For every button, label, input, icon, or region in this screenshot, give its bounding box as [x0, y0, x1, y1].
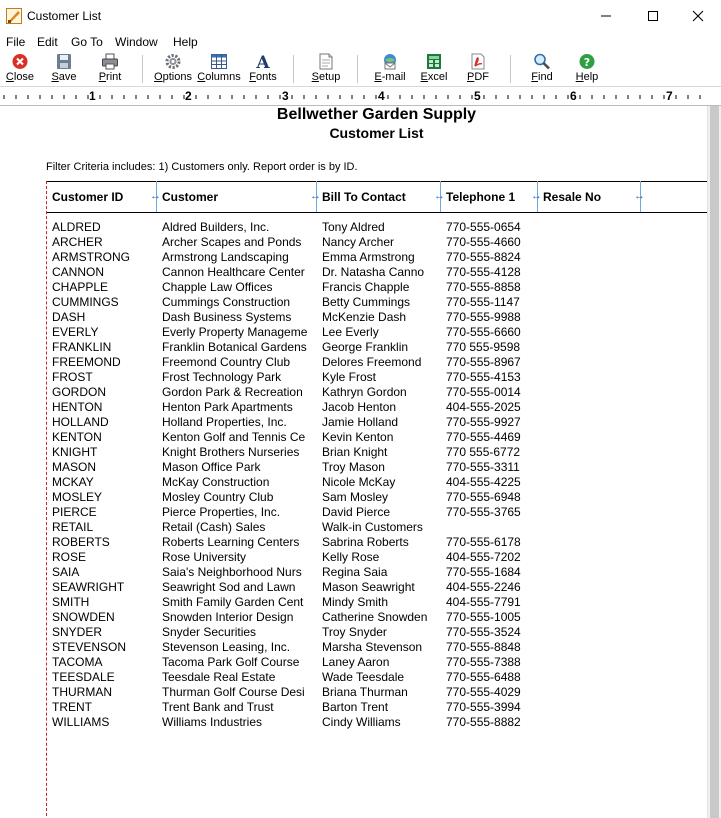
table-row[interactable]: [0, 715, 707, 730]
cell-bill-to-contact: Tony Aldred: [322, 220, 385, 234]
cell-telephone: 770-555-6488: [446, 670, 521, 684]
cell-telephone: 770-555-6660: [446, 325, 521, 339]
find-label: Find: [531, 71, 553, 83]
cell-telephone: 770-555-8824: [446, 250, 521, 264]
cell-customer-id: KNIGHT: [52, 445, 98, 459]
cell-customer-id: EVERLY: [52, 325, 99, 339]
cell-customer-id: TRENT: [52, 700, 92, 714]
cell-customer-id: DASH: [52, 310, 86, 324]
close-button[interactable]: [4, 53, 36, 85]
columns-icon: [210, 53, 228, 70]
help-icon: [578, 53, 596, 70]
cell-telephone: 770-555-3311: [446, 460, 520, 474]
cell-customer: Dash Business Systems: [162, 310, 292, 324]
cell-bill-to-contact: Cindy Williams: [322, 715, 401, 729]
cell-telephone: 770-555-3994: [446, 700, 521, 714]
email-button[interactable]: [372, 53, 408, 85]
header-top-rule: [46, 181, 707, 182]
column-resize-handle[interactable]: ↔: [150, 190, 161, 202]
table-row[interactable]: [0, 475, 707, 490]
cell-telephone: 770-555-6178: [446, 535, 521, 549]
window-title: Customer List: [27, 9, 102, 23]
cell-telephone: 770-555-3524: [446, 625, 521, 639]
print-button[interactable]: [94, 53, 126, 85]
ruler-number: 7: [666, 89, 673, 103]
cell-customer: McKay Construction: [162, 475, 270, 489]
table-row[interactable]: [0, 670, 707, 685]
help-label: Help: [575, 71, 599, 83]
cell-bill-to-contact: Kathryn Gordon: [322, 385, 407, 399]
column-header-customer[interactable]: Customer: [162, 190, 219, 204]
table-row[interactable]: [0, 250, 707, 265]
cell-customer-id: MOSLEY: [52, 490, 103, 504]
cell-telephone: 770-555-8848: [446, 640, 521, 654]
cell-customer-id: THURMAN: [52, 685, 112, 699]
cell-customer-id: CUMMINGS: [52, 295, 119, 309]
table-row[interactable]: [0, 310, 707, 325]
cell-telephone: 770-555-1684: [446, 565, 521, 579]
cell-customer: Franklin Botanical Gardens: [162, 340, 307, 354]
table-row[interactable]: [0, 685, 707, 700]
cell-customer: Frost Technology Park: [162, 370, 282, 384]
cell-customer: Roberts Learning Centers: [162, 535, 300, 549]
save-icon: [55, 53, 73, 70]
cell-bill-to-contact: Walk-in Customers: [322, 520, 423, 534]
cell-customer-id: ROBERTS: [52, 535, 110, 549]
cell-bill-to-contact: David Pierce: [322, 505, 391, 519]
cell-telephone: 770-555-6948: [446, 490, 521, 504]
table-row[interactable]: [0, 325, 707, 340]
cell-customer-id: PIERCE: [52, 505, 97, 519]
table-row[interactable]: [0, 505, 707, 520]
cell-customer: Knight Brothers Nurseries: [162, 445, 300, 459]
cell-customer: Rose University: [162, 550, 247, 564]
cell-customer-id: TEESDALE: [52, 670, 115, 684]
cell-customer: Kenton Golf and Tennis Ce: [162, 430, 306, 444]
table-row[interactable]: [0, 295, 707, 310]
cell-telephone: 770-555-9988: [446, 310, 521, 324]
toolbar-separator: [357, 55, 358, 83]
scrollbar-thumb[interactable]: [710, 106, 719, 818]
menu-help[interactable]: Help: [173, 35, 198, 49]
cell-customer: Retail (Cash) Sales: [162, 520, 266, 534]
cell-bill-to-contact: Francis Chapple: [322, 280, 410, 294]
cell-customer: Gordon Park & Recreation: [162, 385, 303, 399]
pdf-label: PDF: [466, 71, 489, 83]
cell-customer-id: ROSE: [52, 550, 87, 564]
cell-customer-id: FRANKLIN: [52, 340, 112, 354]
email-label: E-mail: [374, 71, 406, 83]
ruler-number: 4: [378, 89, 385, 103]
cell-telephone: 770-555-1147: [446, 295, 520, 309]
svg-text:A: A: [256, 53, 270, 70]
ruler-number: 1: [89, 89, 96, 103]
cell-customer: Stevenson Leasing, Inc.: [162, 640, 291, 654]
cell-telephone: 404-555-4225: [446, 475, 521, 489]
close-window-button[interactable]: [675, 0, 721, 32]
excel-label: Excel: [420, 71, 448, 83]
cell-bill-to-contact: McKenzie Dash: [322, 310, 407, 324]
cell-bill-to-contact: Sabrina Roberts: [322, 535, 409, 549]
cell-telephone: 770-555-3765: [446, 505, 521, 519]
cell-bill-to-contact: Regina Saia: [322, 565, 388, 579]
table-row[interactable]: [0, 430, 707, 445]
cell-customer-id: HENTON: [52, 400, 103, 414]
cell-customer-id: ARMSTRONG: [52, 250, 130, 264]
cell-customer: Henton Park Apartments: [162, 400, 293, 414]
cell-customer: Archer Scapes and Ponds: [162, 235, 302, 249]
cell-bill-to-contact: Nicole McKay: [322, 475, 396, 489]
table-row[interactable]: [0, 445, 707, 460]
cell-customer: Mosley Country Club: [162, 490, 274, 504]
close-label: Close: [5, 71, 35, 83]
cell-customer-id: KENTON: [52, 430, 102, 444]
options-label: Options: [154, 71, 192, 83]
cell-customer: Holland Properties, Inc.: [162, 415, 287, 429]
close-icon: [692, 10, 704, 22]
table-row[interactable]: [0, 415, 707, 430]
table-row[interactable]: [0, 355, 707, 370]
cell-bill-to-contact: Jamie Holland: [322, 415, 399, 429]
cell-telephone: 770-555-8882: [446, 715, 521, 729]
menu-edit[interactable]: Edit: [37, 35, 58, 49]
cell-telephone: 770-555-4660: [446, 235, 521, 249]
column-resize-handle[interactable]: ↔: [310, 190, 321, 202]
cell-customer: Williams Industries: [162, 715, 263, 729]
table-row[interactable]: [0, 265, 707, 280]
cell-bill-to-contact: Kelly Rose: [322, 550, 380, 564]
table-row[interactable]: [0, 550, 707, 565]
cell-customer: Smith Family Garden Cent: [162, 595, 304, 609]
pdf-button[interactable]: [462, 53, 494, 85]
search-icon: [533, 53, 551, 70]
cell-customer: Aldred Builders, Inc.: [162, 220, 270, 234]
cell-bill-to-contact: Marsha Stevenson: [322, 640, 423, 654]
cell-bill-to-contact: Betty Cummings: [322, 295, 411, 309]
cell-telephone: 770-555-4029: [446, 685, 521, 699]
column-resize-handle[interactable]: ↔: [434, 190, 445, 202]
cell-customer: Cummings Construction: [162, 295, 291, 309]
column-resize-handle[interactable]: ↔: [634, 190, 645, 202]
cell-telephone: 770-555-8858: [446, 280, 521, 294]
cell-customer-id: ARCHER: [52, 235, 103, 249]
table-row[interactable]: [0, 595, 707, 610]
cell-telephone: 770-555-0014: [446, 385, 521, 399]
cell-bill-to-contact: George Franklin: [322, 340, 409, 354]
cell-telephone: 770-555-0654: [446, 220, 521, 234]
cell-customer-id: SEAWRIGHT: [52, 580, 125, 594]
cell-telephone: 770-555-1005: [446, 610, 521, 624]
toolbar-separator: [142, 55, 143, 83]
cell-telephone: 770-555-8967: [446, 355, 521, 369]
cell-bill-to-contact: Wade Teesdale: [322, 670, 405, 684]
setup-label: Setup: [311, 71, 341, 83]
table-row[interactable]: [0, 655, 707, 670]
report-preview: [0, 106, 707, 818]
filter-criteria: Filter Criteria includes: 1) Customers only. Report order is by ID.: [46, 161, 358, 173]
cell-customer: Teesdale Real Estate: [162, 670, 276, 684]
cell-customer: Freemond Country Club: [162, 355, 291, 369]
table-row[interactable]: [0, 580, 707, 595]
app-icon: [6, 8, 22, 24]
vertical-scrollbar[interactable]: [707, 106, 721, 818]
ruler-number: 6: [570, 89, 577, 103]
close-report-icon: [11, 53, 29, 70]
table-row[interactable]: [0, 610, 707, 625]
find-button[interactable]: [527, 53, 557, 85]
cell-customer: Snyder Securities: [162, 625, 257, 639]
cell-customer-id: TACOMA: [52, 655, 103, 669]
cell-customer: Everly Property Manageme: [162, 325, 308, 339]
cell-bill-to-contact: Lee Everly: [322, 325, 379, 339]
table-row[interactable]: [0, 400, 707, 415]
maximize-icon: [647, 10, 659, 22]
company-name: Bellwether Garden Supply: [276, 106, 477, 123]
cell-bill-to-contact: Catherine Snowden: [322, 610, 428, 624]
save-button[interactable]: [48, 53, 80, 85]
cell-customer-id: MCKAY: [52, 475, 94, 489]
column-header-bill-to-contact[interactable]: Bill To Contact: [322, 190, 406, 204]
minimize-button[interactable]: [583, 0, 629, 32]
cell-bill-to-contact: Mindy Smith: [322, 595, 389, 609]
table-row[interactable]: [0, 625, 707, 640]
toolbar: [0, 52, 721, 86]
cell-customer-id: FREEMOND: [52, 355, 121, 369]
cell-customer: Armstrong Landscaping: [162, 250, 289, 264]
cell-customer-id: CHAPPLE: [52, 280, 109, 294]
horizontal-ruler: [0, 86, 721, 106]
table-row[interactable]: [0, 565, 707, 580]
menu-window[interactable]: Window: [115, 35, 158, 49]
table-row[interactable]: [0, 520, 707, 535]
options-button[interactable]: [153, 53, 193, 85]
table-row[interactable]: [0, 235, 707, 250]
cell-customer-id: HOLLAND: [52, 415, 109, 429]
cell-customer: Trent Bank and Trust: [162, 700, 274, 714]
cell-customer-id: FROST: [52, 370, 93, 384]
print-label: Print: [98, 71, 122, 83]
cell-bill-to-contact: Troy Mason: [322, 460, 385, 474]
print-icon: [101, 53, 119, 70]
cell-customer-id: CANNON: [52, 265, 105, 279]
pdf-icon: [469, 53, 487, 70]
table-row[interactable]: [0, 460, 707, 475]
page-setup-icon: [317, 53, 335, 70]
table-row[interactable]: [0, 280, 707, 295]
cell-telephone: 404-555-7202: [446, 550, 521, 564]
cell-telephone: 404-555-2025: [446, 400, 521, 414]
column-header-customer-id[interactable]: Customer ID: [52, 190, 124, 204]
fonts-label: Fonts: [249, 71, 277, 83]
fonts-button[interactable]: [246, 53, 280, 85]
table-row[interactable]: [0, 535, 707, 550]
minimize-icon: [600, 10, 612, 22]
columns-button[interactable]: [197, 53, 241, 85]
ruler-ticks: [0, 87, 721, 107]
maximize-button[interactable]: [630, 0, 676, 32]
table-row[interactable]: [0, 700, 707, 715]
cell-bill-to-contact: Delores Freemond: [322, 355, 422, 369]
cell-bill-to-contact: Laney Aaron: [322, 655, 390, 669]
fonts-icon: [254, 53, 272, 70]
table-row[interactable]: [0, 640, 707, 655]
cell-customer-id: SMITH: [52, 595, 90, 609]
cell-customer-id: GORDON: [52, 385, 106, 399]
table-row[interactable]: [0, 490, 707, 505]
cell-customer-id: WILLIAMS: [52, 715, 110, 729]
cell-bill-to-contact: Nancy Archer: [322, 235, 395, 249]
cell-customer: Chapple Law Offices: [162, 280, 273, 294]
cell-telephone: 404-555-7791: [446, 595, 521, 609]
cell-bill-to-contact: Sam Mosley: [322, 490, 389, 504]
save-label: Save: [51, 71, 77, 83]
report-rows: [0, 220, 707, 730]
toolbar-separator: [510, 55, 511, 83]
cell-customer-id: STEVENSON: [52, 640, 127, 654]
toolbar-separator: [293, 55, 294, 83]
ruler-number: 2: [185, 89, 192, 103]
cell-bill-to-contact: Barton Trent: [322, 700, 389, 714]
setup-button[interactable]: [309, 53, 343, 85]
cell-telephone: 770 555-6772: [446, 445, 521, 459]
menu-bar: [0, 32, 721, 52]
table-row[interactable]: [0, 220, 707, 235]
cell-customer-id: ALDRED: [52, 220, 101, 234]
cell-bill-to-contact: Dr. Natasha Canno: [322, 265, 425, 279]
menu-file[interactable]: File: [6, 35, 26, 49]
table-row[interactable]: [0, 370, 707, 385]
cell-customer: Seawright Sod and Lawn: [162, 580, 296, 594]
cell-telephone: 770-555-4128: [446, 265, 521, 279]
cell-telephone: 770-555-7388: [446, 655, 521, 669]
cell-telephone: 770 555-9598: [446, 340, 521, 354]
menu-go-to[interactable]: Go To: [71, 35, 103, 49]
gear-icon: [164, 53, 182, 70]
title-bar: [0, 0, 721, 32]
cell-customer-id: SNOWDEN: [52, 610, 115, 624]
cell-telephone: 770-555-4153: [446, 370, 521, 384]
cell-bill-to-contact: Kyle Frost: [322, 370, 377, 384]
report-title: Customer List: [329, 125, 424, 141]
email-icon: [381, 53, 399, 70]
cell-bill-to-contact: Mason Seawright: [322, 580, 415, 594]
ruler-number: 5: [474, 89, 481, 103]
cell-bill-to-contact: Brian Knight: [322, 445, 388, 459]
cell-customer: Mason Office Park: [162, 460, 261, 474]
columns-label: Columns: [197, 71, 241, 83]
cell-customer: Pierce Properties, Inc.: [162, 505, 281, 519]
column-header-telephone[interactable]: Telephone 1: [446, 190, 516, 204]
svg-text:?: ?: [583, 56, 591, 69]
cell-bill-to-contact: Briana Thurman: [322, 685, 408, 699]
column-header-resale-no[interactable]: Resale No: [543, 190, 602, 204]
cell-bill-to-contact: Emma Armstrong: [322, 250, 415, 264]
cell-telephone: 404-555-2246: [446, 580, 521, 594]
cell-customer: Tacoma Park Golf Course: [162, 655, 300, 669]
help-button[interactable]: [572, 53, 602, 85]
cell-customer-id: SAIA: [52, 565, 80, 579]
cell-bill-to-contact: Kevin Kenton: [322, 430, 394, 444]
excel-button[interactable]: [418, 53, 450, 85]
cell-telephone: 770-555-4469: [446, 430, 521, 444]
column-resize-handle[interactable]: ↔: [531, 190, 542, 202]
ruler-number: 3: [282, 89, 289, 103]
cell-customer-id: MASON: [52, 460, 97, 474]
cell-customer: Cannon Healthcare Center: [162, 265, 305, 279]
table-row[interactable]: [0, 340, 707, 355]
cell-customer-id: RETAIL: [52, 520, 94, 534]
cell-customer: Snowden Interior Design: [162, 610, 294, 624]
cell-telephone: 770-555-9927: [446, 415, 521, 429]
excel-icon: [425, 53, 443, 70]
cell-customer: Saia's Neighborhood Nurs: [162, 565, 302, 579]
cell-bill-to-contact: Troy Snyder: [322, 625, 387, 639]
cell-customer-id: SNYDER: [52, 625, 103, 639]
cell-customer: Thurman Golf Course Desi: [162, 685, 305, 699]
table-row[interactable]: [0, 385, 707, 400]
cell-bill-to-contact: Jacob Henton: [322, 400, 397, 414]
header-bottom-rule: [46, 212, 707, 213]
